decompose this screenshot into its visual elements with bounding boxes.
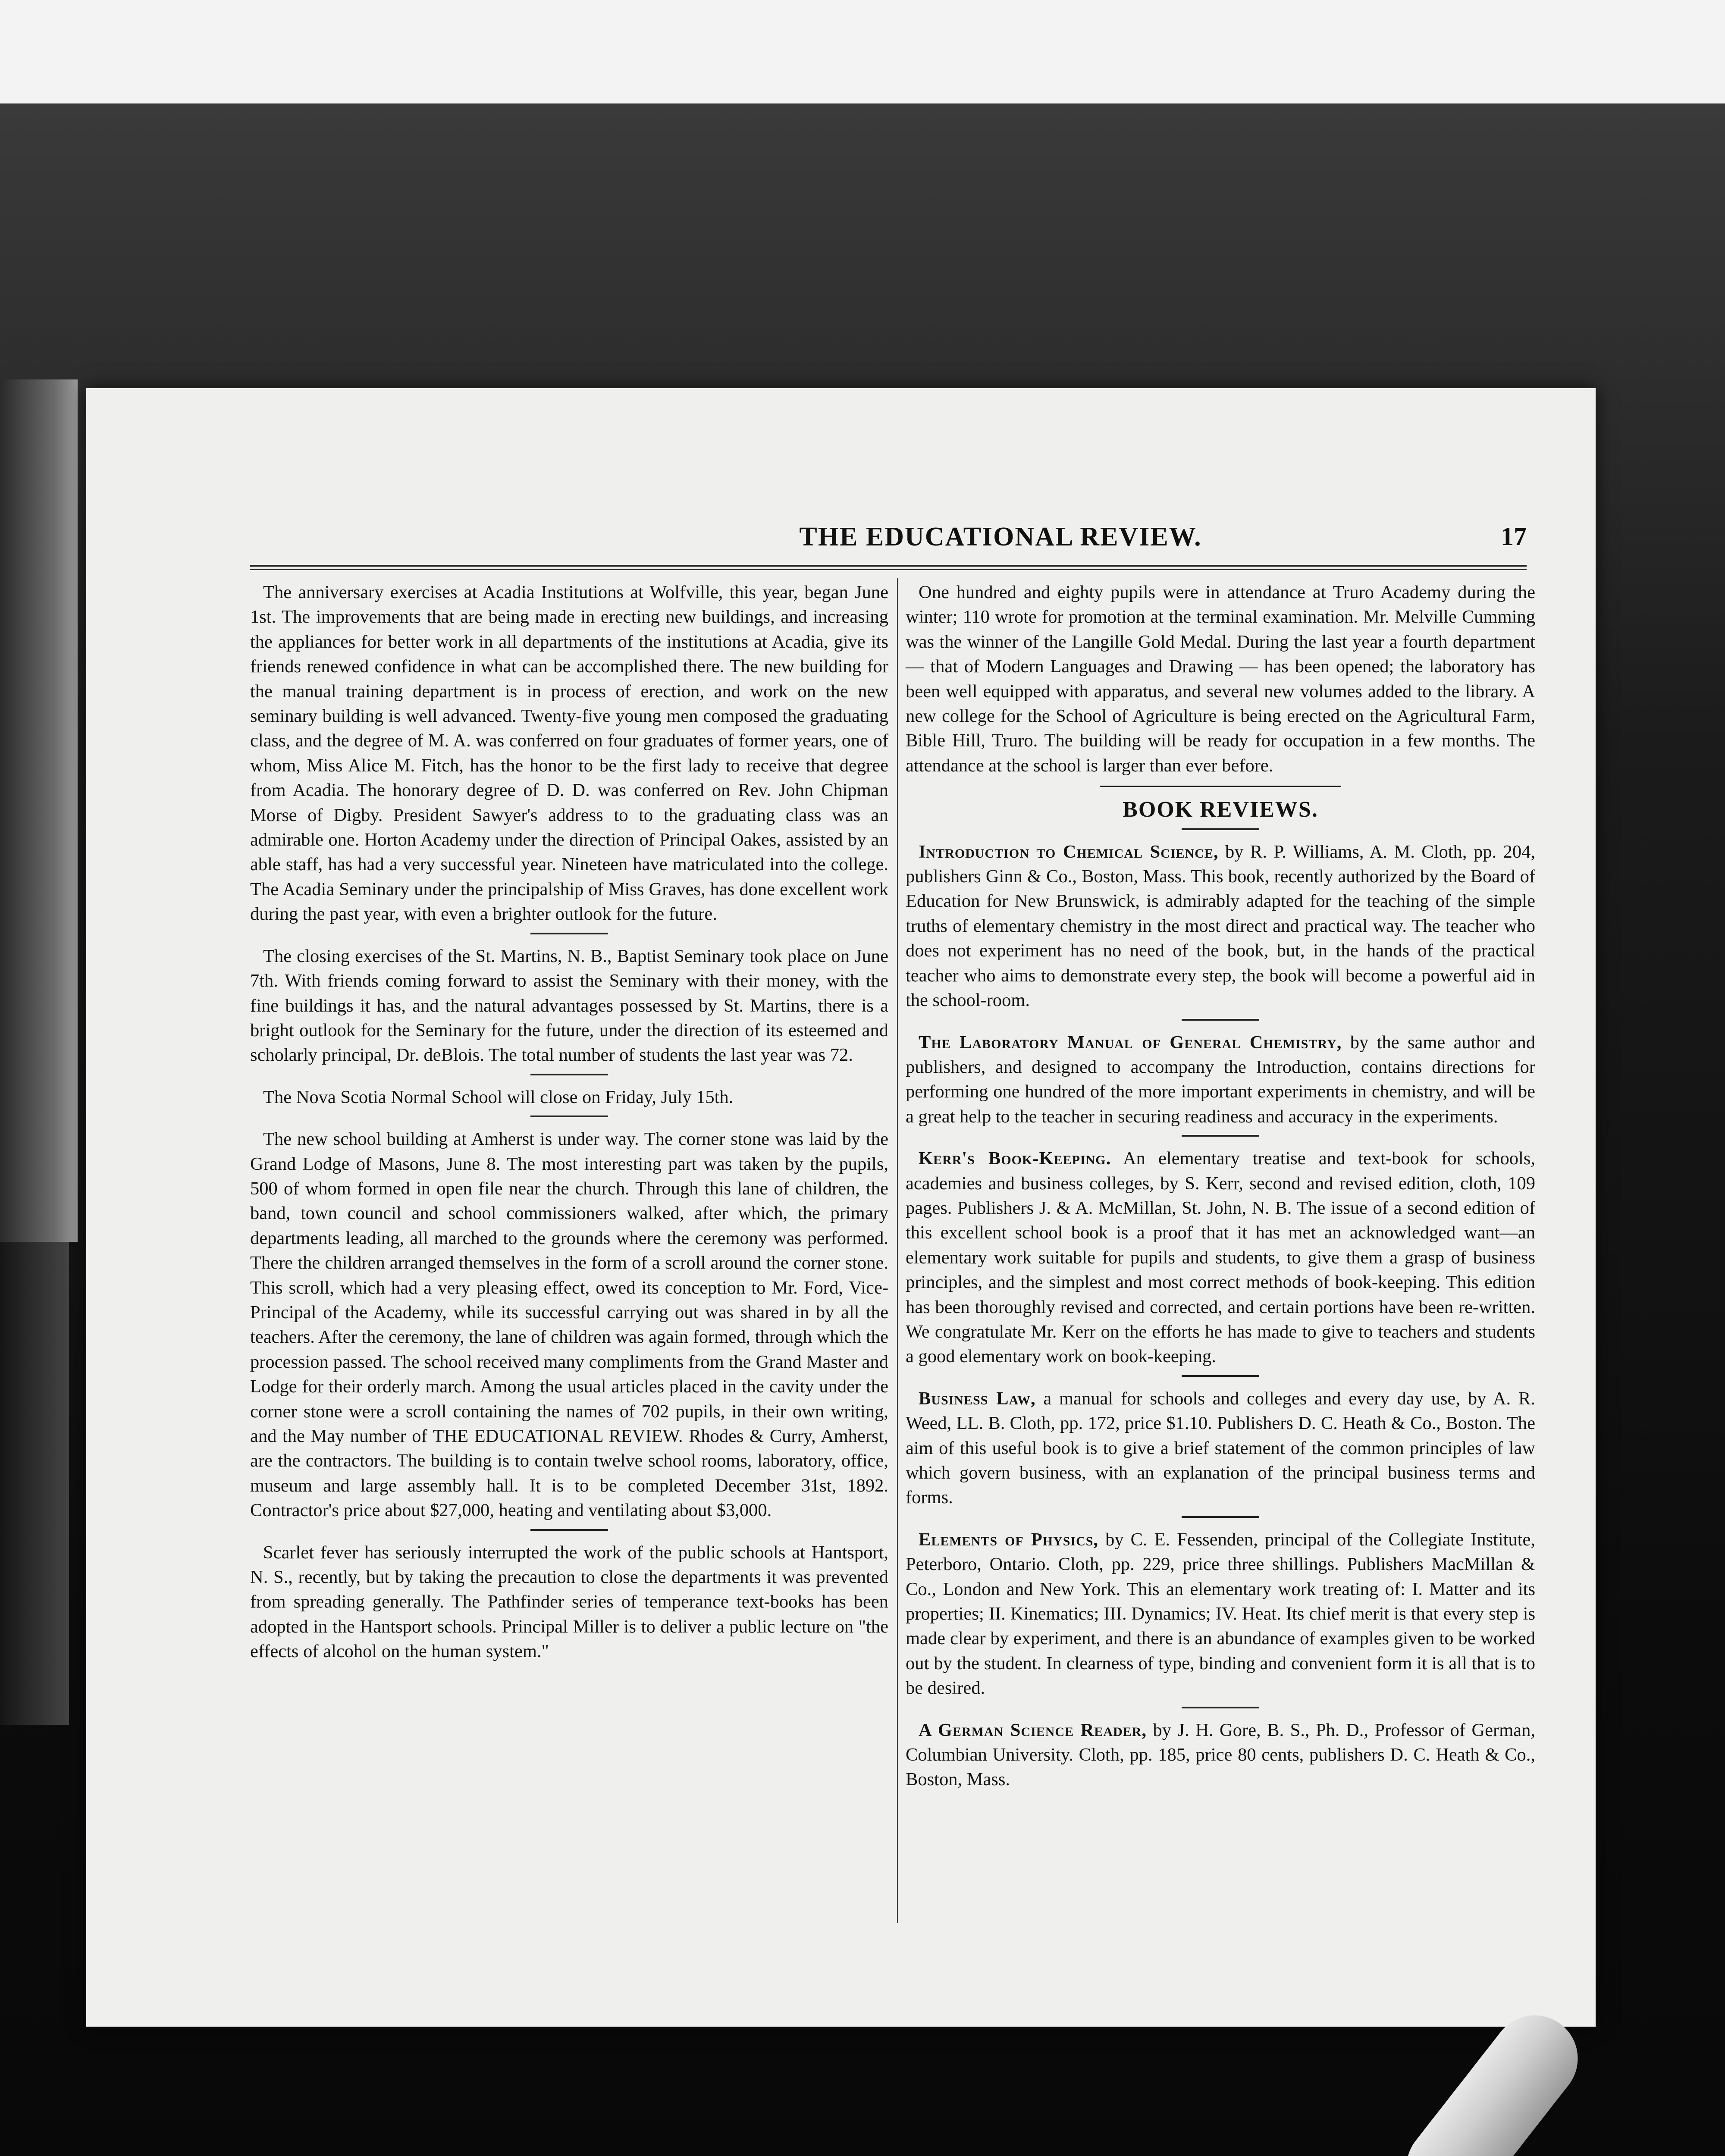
section-divider [530, 1529, 608, 1531]
section-divider [1182, 1516, 1259, 1518]
scanner-margin-top [0, 0, 1725, 103]
section-divider [1182, 1135, 1259, 1137]
running-head [250, 522, 1544, 561]
review-text: by R. P. Williams, A. M. Cloth, pp. 204, publishers Ginn & Co., Boston, Mass. This book, recently authorized by the Board of Education for New Brunswick, is admirably adapted for the teaching of the simple truths of elementary chemistry in the most direct and practical way. The teacher who does not experiment has no need of the book, but, in the hands of the practical teacher who aims to demonstrate every step, the book will become a powerful aid in the school-room. [906, 841, 1536, 1011]
section-divider [1100, 786, 1341, 787]
article-truro: One hundred and eighty pupils were in attendance at Truro Academy during the winter; 110 wrote for promotion at the terminal examination. Mr. Melville Cumming was the winner of the Langille Gold Medal. During the last year a fourth department — that of Modern Languages and Drawing — has been opened; the laboratory has been well equipped with apparatus, and several new volumes added to the library. A new college for the School of Agriculture is being erected on the Agricultural Farm, Bible Hill, Truro. The building will be ready for occupation in a few months. The attendance at the school is larger than ever before. [906, 582, 1535, 776]
document-page [86, 388, 1596, 2027]
heading-underline [1182, 828, 1259, 830]
header-rule-secondary [250, 569, 1527, 570]
review-business-law [906, 1386, 1535, 1510]
section-divider [530, 933, 608, 934]
section-divider [530, 1116, 608, 1117]
journal-title: THE EDUCATIONAL REVIEW. [799, 522, 1202, 552]
page-number: 17 [1501, 522, 1527, 551]
review-text: by J. H. Gore, B. S., Ph. D., Professor of German, Columbian University. Cloth, pp. 185, price 80 cents, publishers D. C. Heath & Co., Boston, Mass. [906, 1720, 1535, 1790]
review-text: by the same author and publishers, and designed to accompany the Introduction, contains directions for performing one hundred of the more important experiments in chemistry, and will be a great help to the teacher in securing readiness and accuracy in the experiments. [906, 1032, 1535, 1127]
review-text: by C. E. Fessenden, principal of the Collegiate Institute, Peterboro, Ontario. Cloth, pp. 229, price three shillings. Publishers MacMillan & Co., London and New York. This an elementary work treating of: I. Matter and its properties; II. Kinematics; III. Dynamics; IV. Heat. Its chief merit is that every step is made clear by experiment, and there is an abundance of examples given to be worked out by the student. In clearness of type, binding and convenient form it is all that is to be desired. [906, 1529, 1535, 1698]
review-title: Elements of Physics, [919, 1529, 1099, 1550]
article-normal-school: The Nova Scotia Normal School will close on Friday, July 15th. [263, 1087, 734, 1107]
section-divider [530, 1074, 608, 1075]
article-hantsport: Scarlet fever has seriously interrupted the work of the public schools at Hantsport, N. S., recently, but by taking the precaution to close the departments it was prevented from spreading generally. The Pathfinder series of temperance text-books has been adopted in the Hantsport schools. Principal Miller is to deliver a public lecture on "the effects of alcohol on the human system." [250, 1542, 888, 1662]
review-chemical-science [906, 840, 1535, 1013]
review-book-keeping [906, 1146, 1535, 1369]
review-title: The Laboratory Manual of General Chemistry, [919, 1032, 1342, 1053]
right-column [906, 580, 1535, 1792]
article-amherst: The new school building at Amherst is under way. The corner stone was laid by the Grand Lodge of Masons, June 8. The most interesting part was taken by the pupils, 500 of whom formed in open file near the church. Through this lane of children, the band, town council and school commissioners walked, after which, the primary departments leading, all marched to the grounds where the ceremony was performed. There the children arranged themselves in the form of a scroll around the corner stone. This scroll, which had a very pleasing effect, owed its conception to Mr. Ford, Vice-Principal of the Academy, while its successful carrying out was shared in by all the teachers. After the ceremony, the lane of children was again formed, through which the procession passed. The school received many compliments from the Grand Master and Lodge for their orderly march. Among the usual articles placed in the cavity under the corner stone were a scroll containing the names of 702 pupils, in their own writing, and the May number of THE EDUCATIONAL REVIEW. Rhodes & Curry, Amherst, are the contractors. The building is to contain twelve school rooms, laboratory, office, museum and large assembly hall. It is to be completed December 31st, 1892. Contractor's price about $27,000, heating and ventilating about $3,000. [250, 1129, 888, 1521]
article-acadia: The anniversary exercises at Acadia Institutions at Wolfville, this year, began June 1st. The improvements that are being made in erecting new buildings, and increasing the appliances for better work in all departments of the institutions at Acadia, give its friends renewed confidence in what can be accomplished there. The new building for the manual training department is in process of erection, and work on the new seminary building is well advanced. Twenty-five young men composed the graduating class, and the degree of M. A. was conferred on four graduates of former years, one of whom, Miss Alice M. Fitch, has the honor to be the first lady to receive that degree from Acadia. The honorary degree of D. D. was conferred on Rev. John Chipman Morse of Digby. President Sawyer's address to to the graduating class was an admirable one. Horton Academy under the direction of Principal Oakes, assisted by an able staff, has had a very successful year. Nineteen have matriculated into the college. The Acadia Seminary under the principalship of Miss Graves, has done excellent work during the past year, with even a brighter outlook for the future. [250, 582, 888, 924]
review-title: Kerr's Book-Keeping. [919, 1148, 1111, 1169]
review-text: An elementary treatise and text-book for schools, academies and business colleges, by S. Kerr, second and revised edition, cloth, 109 pages. Publishers J. & A. McMillan, St. John, N. B. The issue of a second edition of this excellent school book is a proof that it has met an acknowledged want—an elementary work suitable for pupils and students, to give them a grasp of business principles, and the simplest and most correct methods of book-keeping. This edition has been thoroughly revised and corrected, and certain portions have been re-written. We congratulate Mr. Kerr on the efforts he has made to give to teachers and students a good elementary work on book-keeping. [906, 1148, 1535, 1367]
review-laboratory-manual [906, 1030, 1535, 1129]
review-elements-of-physics [906, 1527, 1535, 1701]
left-column [250, 580, 888, 1664]
section-divider [1182, 1375, 1259, 1377]
book-edge-left [0, 379, 78, 1242]
review-title: Business Law, [919, 1388, 1036, 1409]
book-edge-left-shadow [0, 1242, 69, 1725]
header-rule [250, 565, 1527, 567]
review-title: A German Science Reader, [919, 1720, 1147, 1740]
review-german-science-reader [906, 1718, 1535, 1792]
section-divider [1182, 1019, 1259, 1021]
section-divider [1182, 1707, 1259, 1708]
column-divider [897, 578, 898, 1923]
review-text: a manual for schools and colleges and every day use, by A. R. Weed, LL. B. Cloth, pp. 172, price $1.10. Publishers D. C. Heath & Co., Boston. The aim of this useful book is to give a brief statement of the common principles of law which govern business, with an explanation of the principal business terms and forms. [906, 1388, 1535, 1508]
review-title: Introduction to Chemical Science, [919, 841, 1219, 862]
book-reviews-heading: BOOK REVIEWS. [1123, 797, 1318, 822]
article-st-martins: The closing exercises of the St. Martins, N. B., Baptist Seminary took place on June 7th. With friends coming forward to assist the Seminary with their money, with the fine buildings it has, and the natural advantages possessed by St. Martins, there is a bright outlook for the Seminary for the future, under the direction of its esteemed and scholarly principal, Dr. deBlois. The total number of students the last year was 72. [250, 946, 888, 1065]
